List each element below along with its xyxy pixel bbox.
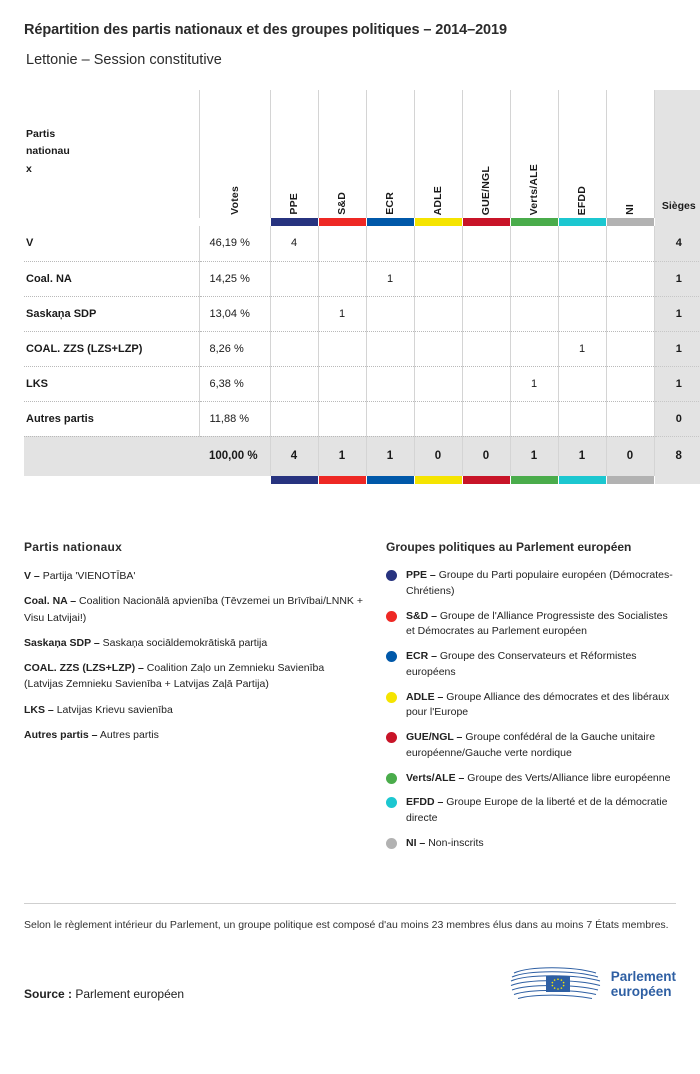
row-cell-ecr (366, 401, 414, 436)
header-group-vertsale: Verts/ALE (510, 90, 558, 218)
footer-strip-blank-party (24, 476, 199, 484)
footer-color-strip (24, 476, 700, 484)
legend-group-item (386, 795, 676, 827)
row-party-name: COAL. ZZS (LZS+LZP) (24, 331, 199, 366)
row-cell-vertsale (510, 296, 558, 331)
page-subtitle: Lettonie – Session constitutive (26, 52, 222, 68)
color-strip-blank-votes (199, 218, 270, 226)
row-cell-sd (318, 401, 366, 436)
table-row (24, 226, 700, 261)
legend-groups-title: Groupes politiques au Parlement européen (386, 540, 632, 554)
legend-group-abbr: ADLE – (406, 690, 444, 703)
row-cell-sd (318, 261, 366, 296)
color-swatch-adle (414, 218, 462, 226)
ep-flag-icon (510, 967, 602, 1001)
table-row (24, 401, 700, 436)
page-title: Répartition des partis nationaux et des groupes politiques – 2014–2019 (24, 22, 507, 38)
row-cell-guengl (462, 331, 510, 366)
row-party-name: V (24, 226, 199, 261)
legend-group-name: Groupe Europe de la liberté et de la démocratie directe (406, 796, 668, 824)
legend-dot-ecr-icon (386, 651, 397, 662)
ep-logo-line1: Parlement (610, 969, 676, 985)
ep-logo-text (611, 969, 676, 999)
row-party-name: LKS (24, 366, 199, 401)
row-cell-ni (606, 331, 654, 366)
table-row (24, 331, 700, 366)
color-swatch-ppe (270, 218, 318, 226)
total-cell-guengl: 0 (462, 436, 510, 476)
legend-group-abbr: EFDD – (406, 796, 444, 809)
legend-group-name: Non-inscrits (428, 836, 484, 849)
color-strip-blank-party (24, 218, 199, 226)
footer-swatch-ppe (270, 476, 318, 484)
row-cell-adle (414, 366, 462, 401)
legend-dot-ni-icon (386, 838, 397, 849)
color-swatch-ni (606, 218, 654, 226)
total-cell-sd: 1 (318, 436, 366, 476)
ep-logo-line2: européen (610, 984, 672, 1000)
row-cell-guengl (462, 261, 510, 296)
legend-dot-vertsale-icon (386, 773, 397, 784)
row-votes: 46,19 % (199, 226, 270, 261)
row-votes: 8,26 % (199, 331, 270, 366)
legend-party-item (24, 635, 364, 651)
source-label: Source : (24, 987, 73, 1002)
row-cell-ni (606, 296, 654, 331)
row-cell-ecr (366, 226, 414, 261)
legend-group-item (386, 730, 676, 762)
row-cell-adle (414, 261, 462, 296)
header-group-guengl: GUE/NGL (462, 90, 510, 218)
header-group-ecr: ECR (366, 90, 414, 218)
row-cell-ecr (366, 331, 414, 366)
row-votes: 14,25 % (199, 261, 270, 296)
table-header-row (24, 90, 700, 218)
row-cell-ni (606, 366, 654, 401)
row-cell-ni (606, 401, 654, 436)
row-cell-efdd (558, 366, 606, 401)
legend-group-item (386, 836, 676, 852)
row-cell-adle (414, 401, 462, 436)
row-party-name: Saskaņa SDP (24, 296, 199, 331)
row-seats: 1 (654, 296, 700, 331)
color-strip-blank-seats (654, 218, 700, 226)
total-cell-ecr: 1 (366, 436, 414, 476)
row-cell-efdd (558, 226, 606, 261)
row-party-name: Autres partis (24, 401, 199, 436)
legend-dot-adle-icon (386, 692, 397, 703)
legend-party-name: Partija 'VIENOTĪBA' (42, 570, 136, 582)
legend-party-item (24, 660, 364, 693)
row-cell-efdd (558, 296, 606, 331)
row-seats: 0 (654, 401, 700, 436)
legend-group-abbr: ECR – (406, 650, 437, 662)
row-seats: 4 (654, 226, 700, 261)
footer-swatch-efdd (558, 476, 606, 484)
table-row (24, 296, 700, 331)
row-cell-adle (414, 296, 462, 331)
row-cell-vertsale (510, 331, 558, 366)
total-cell-ppe: 4 (270, 436, 318, 476)
legend-dot-sd-icon (386, 611, 397, 622)
legend-national-parties (24, 540, 364, 861)
legend-group-abbr: NI – (406, 836, 426, 849)
row-party-name: Coal. NA (24, 261, 199, 296)
color-swatch-guengl (462, 218, 510, 226)
header-parties (24, 90, 199, 218)
row-cell-vertsale (510, 401, 558, 436)
legend-group-abbr: Verts/ALE – (406, 771, 465, 784)
color-swatch-vertsale (510, 218, 558, 226)
row-cell-ecr: 1 (366, 261, 414, 296)
legend-group-abbr: S&D – (406, 609, 437, 622)
footer-swatch-ni (606, 476, 654, 484)
footer-swatch-sd (318, 476, 366, 484)
legend-group-name: Groupe de l'Alliance Progressiste des Socialistes et Démocrates au Parlement européen (406, 609, 668, 638)
source-text (24, 987, 184, 1001)
row-cell-sd (318, 366, 366, 401)
header-color-strip (24, 218, 700, 226)
header-group-sd: S&D (318, 90, 366, 218)
row-cell-ppe (270, 366, 318, 401)
legend-parties-title: Partis nationaux (24, 540, 123, 554)
table-row (24, 261, 700, 296)
row-seats: 1 (654, 366, 700, 401)
row-cell-ppe (270, 261, 318, 296)
row-cell-sd (318, 331, 366, 366)
total-cell-efdd: 1 (558, 436, 606, 476)
total-cell-adle: 0 (414, 436, 462, 476)
row-cell-efdd (558, 401, 606, 436)
table-total-row (24, 436, 700, 476)
footer-swatch-vertsale (510, 476, 558, 484)
footer-swatch-guengl (462, 476, 510, 484)
legend-party-item (24, 568, 364, 584)
legend-group-name: Groupe Alliance des démocrates et des libéraux pour l'Europe (406, 690, 670, 719)
header-group-ni: NI (606, 90, 654, 218)
legend-group-item (386, 568, 676, 600)
legend-group-name: Groupe confédéral de la Gauche unitaire européenne/Gauche verte nordique (406, 731, 656, 759)
source-row (24, 967, 676, 1001)
header-group-adle: ADLE (414, 90, 462, 218)
legend-party-abbr: Coal. NA – (24, 595, 77, 608)
legend-party-name: Coalition Nacionālā apvienība (Tēvzemei un Brīvībai/LNNK + Visu Latvijai!) (24, 595, 363, 624)
header-group-efdd: EFDD (558, 90, 606, 218)
page-header (0, 0, 700, 68)
legend-party-abbr: V – (24, 570, 40, 582)
footer-swatch-ecr (366, 476, 414, 484)
row-cell-ecr (366, 366, 414, 401)
table-row (24, 366, 700, 401)
header-parties-line2: nationau (26, 145, 70, 158)
legend-dot-efdd-icon (386, 797, 397, 808)
seats-table (24, 90, 700, 484)
row-cell-guengl (462, 296, 510, 331)
row-cell-ecr (366, 296, 414, 331)
ep-logo (510, 967, 676, 1001)
row-cell-vertsale (510, 226, 558, 261)
total-cell-ni: 0 (606, 436, 654, 476)
footnote: Selon le règlement intérieur du Parlement, un groupe politique est composé d'au moins 23 membres élus dans au moins 7 États membres. (24, 903, 676, 934)
source-value: Parlement européen (75, 987, 185, 1002)
legend-party-abbr: Autres partis – (24, 728, 98, 741)
legend-group-item (386, 649, 676, 681)
row-cell-adle (414, 331, 462, 366)
row-cell-efdd: 1 (558, 331, 606, 366)
row-cell-ni (606, 261, 654, 296)
row-cell-vertsale (510, 261, 558, 296)
row-cell-ppe (270, 331, 318, 366)
row-votes: 13,04 % (199, 296, 270, 331)
legend-party-abbr: COAL. ZZS (LZS+LZP) – (24, 662, 144, 675)
header-group-ppe: PPE (270, 90, 318, 218)
legend-group-name: Groupe des Conservateurs et Réformistes européens (406, 650, 637, 678)
row-cell-ppe (270, 296, 318, 331)
color-swatch-efdd (558, 218, 606, 226)
row-votes: 11,88 % (199, 401, 270, 436)
row-seats: 1 (654, 261, 700, 296)
legend-group-item (386, 771, 676, 787)
row-cell-vertsale: 1 (510, 366, 558, 401)
seats-table-wrapper (0, 90, 700, 484)
header-seats: Sièges (654, 90, 700, 218)
legend-group-item (386, 690, 676, 722)
color-swatch-sd (318, 218, 366, 226)
legend-party-abbr: Saskaņa SDP – (24, 636, 100, 649)
row-cell-sd (318, 226, 366, 261)
legend-group-item (386, 609, 676, 641)
row-cell-ppe (270, 401, 318, 436)
legend-group-abbr: PPE – (406, 569, 436, 581)
legend-group-name: Groupe du Parti populaire européen (Démocrates-Chrétiens) (406, 569, 673, 597)
legend-party-item (24, 727, 364, 743)
header-votes: Votes (199, 90, 270, 218)
row-cell-guengl (462, 401, 510, 436)
total-seats: 8 (654, 436, 700, 476)
legend-party-item (24, 702, 364, 718)
legend-political-groups (386, 540, 676, 861)
legend-party-abbr: LKS – (24, 703, 54, 716)
total-cell-vertsale: 1 (510, 436, 558, 476)
legend-area (0, 484, 700, 861)
total-votes: 100,00 % (199, 436, 270, 476)
row-cell-adle (414, 226, 462, 261)
legend-dot-ppe-icon (386, 570, 397, 581)
row-cell-efdd (558, 261, 606, 296)
footer-swatch-adle (414, 476, 462, 484)
footer-strip-blank-seats (654, 476, 700, 484)
legend-group-name: Groupe des Verts/Alliance libre européenne (467, 771, 671, 784)
row-cell-ni (606, 226, 654, 261)
footer-strip-blank-votes (199, 476, 270, 484)
header-parties-line3: x (26, 162, 32, 175)
legend-party-name: Coalition Zaļo un Zemnieku Savienība (Latvijas Zemnieku Savienība + Latvijas Zaļā Partija) (24, 662, 325, 691)
row-cell-ppe: 4 (270, 226, 318, 261)
row-votes: 6,38 % (199, 366, 270, 401)
legend-dot-guengl-icon (386, 732, 397, 743)
header-parties-line1: Partis (26, 128, 56, 141)
color-swatch-ecr (366, 218, 414, 226)
legend-party-name: Autres partis (99, 728, 159, 741)
legend-party-name: Saskaņa sociāldemokrātiskā partija (102, 636, 268, 649)
row-cell-sd: 1 (318, 296, 366, 331)
legend-party-item (24, 593, 364, 626)
table-body (24, 226, 700, 484)
row-cell-guengl (462, 366, 510, 401)
total-label (24, 436, 199, 476)
legend-group-abbr: GUE/NGL – (406, 731, 463, 743)
row-cell-guengl (462, 226, 510, 261)
legend-party-name: Latvijas Krievu savienība (56, 703, 173, 716)
row-seats: 1 (654, 331, 700, 366)
